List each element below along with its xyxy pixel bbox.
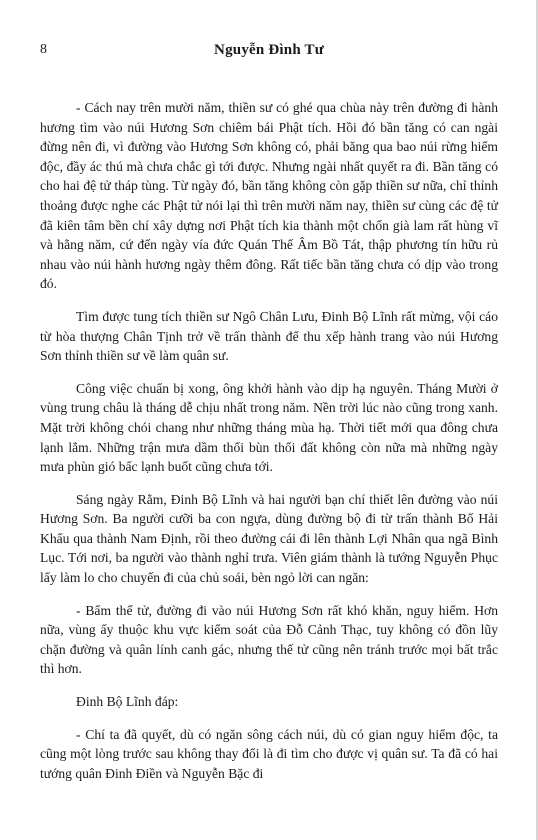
page-header — [40, 42, 498, 64]
paragraph-4: Sáng ngày Rằm, Đinh Bộ Lĩnh và hai người bạn chí thiết lên đường vào núi Hương Sơn. Ba người cưỡi ba con ngựa, dùng đường bộ đi từ trấn thành Bố Hải Khẩu qua thành Nam Định, rồi theo đường cái đi lên thành Lợi Nhân qua ngã Bình Lục. Tới nơi, ba người vào thành nghỉ trưa. Viên giám thành là tướng Nguyễn Phục lấy làm lo cho chuyến đi của chủ soái, bèn ngỏ lời can ngăn: — [40, 491, 498, 586]
paragraph-5: - Bẩm thế tử, đường đi vào núi Hương Sơn rất khó khăn, nguy hiểm. Hơn nữa, vùng ấy thuộc khu vực kiểm soát của Đỗ Cảnh Thạc, tuy không có đồn lũy chặn đường và quân lính canh gác, nhưng thế tử cũng nên tránh trước mọi bất trắc thì hơn. — [40, 602, 498, 677]
body-text — [40, 98, 498, 783]
running-title: Nguyễn Đình Tư — [214, 42, 324, 58]
paragraph-3: Công việc chuẩn bị xong, ông khởi hành vào dịp hạ nguyên. Tháng Mười ở vùng trung châu là tháng dễ chịu nhất trong năm. Nền trời lúc nào cũng trong xanh. Mặt trời không chói chang như những tháng mùa hạ. Thời tiết mới qua đông chưa lạnh lắm. Những trận mưa dầm thối bùn thối đất không còn nữa mà những ngày mưa phùn gió bấc lạnh buốt cũng chưa tới. — [40, 380, 498, 475]
paragraph-7: - Chí ta đã quyết, dù có ngăn sông cách núi, dù có gian nguy hiểm độc, ta cũng một lòng trước sau không thay đổi là đi tìm cho được vị quân sư. Ta đã có hai tướng quân Đinh Điền và Nguyễn Bặc đi — [40, 726, 498, 781]
paragraph-6: Đinh Bộ Lĩnh đáp: — [76, 694, 179, 710]
page-number: 8 — [40, 42, 47, 57]
paragraph-1: - Cách nay trên mười năm, thiền sư có ghé qua chùa này trên đường đi hành hương tìm vào núi Hương Sơn chiêm bái Phật tích. Hồi đó bần tăng có can ngài đừng nên đi, vì đường vào Hương Sơn không có, phải băng qua bao núi rừng hiểm độc, đầy ác thú mà chưa chắc gì tới được. Nhưng ngài nhất quyết ra đi. Bần tăng có cho hai đệ tử tháp tùng. Từ ngày đó, bần tăng không còn gặp thiền sư nữa, chỉ thỉnh thoảng được nghe các Phật tử nói lại thì trên mười năm nay, thiền sư cùng các đệ tử đã kiên tâm bền chí xây dựng nơi Phật tích kia thành một chốn già lam rất hùng vĩ và hằng năm, cứ đến ngày vía đức Quán Thế Âm Bồ Tát, thập phương tín hữu rủ nhau vào núi hành hương ngày thêm đông. Rất tiếc bần tăng chưa có dịp vào trong đó. — [40, 100, 498, 292]
paragraph-2: Tìm được tung tích thiền sư Ngô Chân Lưu, Đinh Bộ Lĩnh rất mừng, vội cáo từ hòa thượng Chân Tịnh trở về trấn thành để thu xếp hành trang vào núi Hương Sơn thỉnh thiền sư về làm quân sư. — [40, 308, 498, 364]
